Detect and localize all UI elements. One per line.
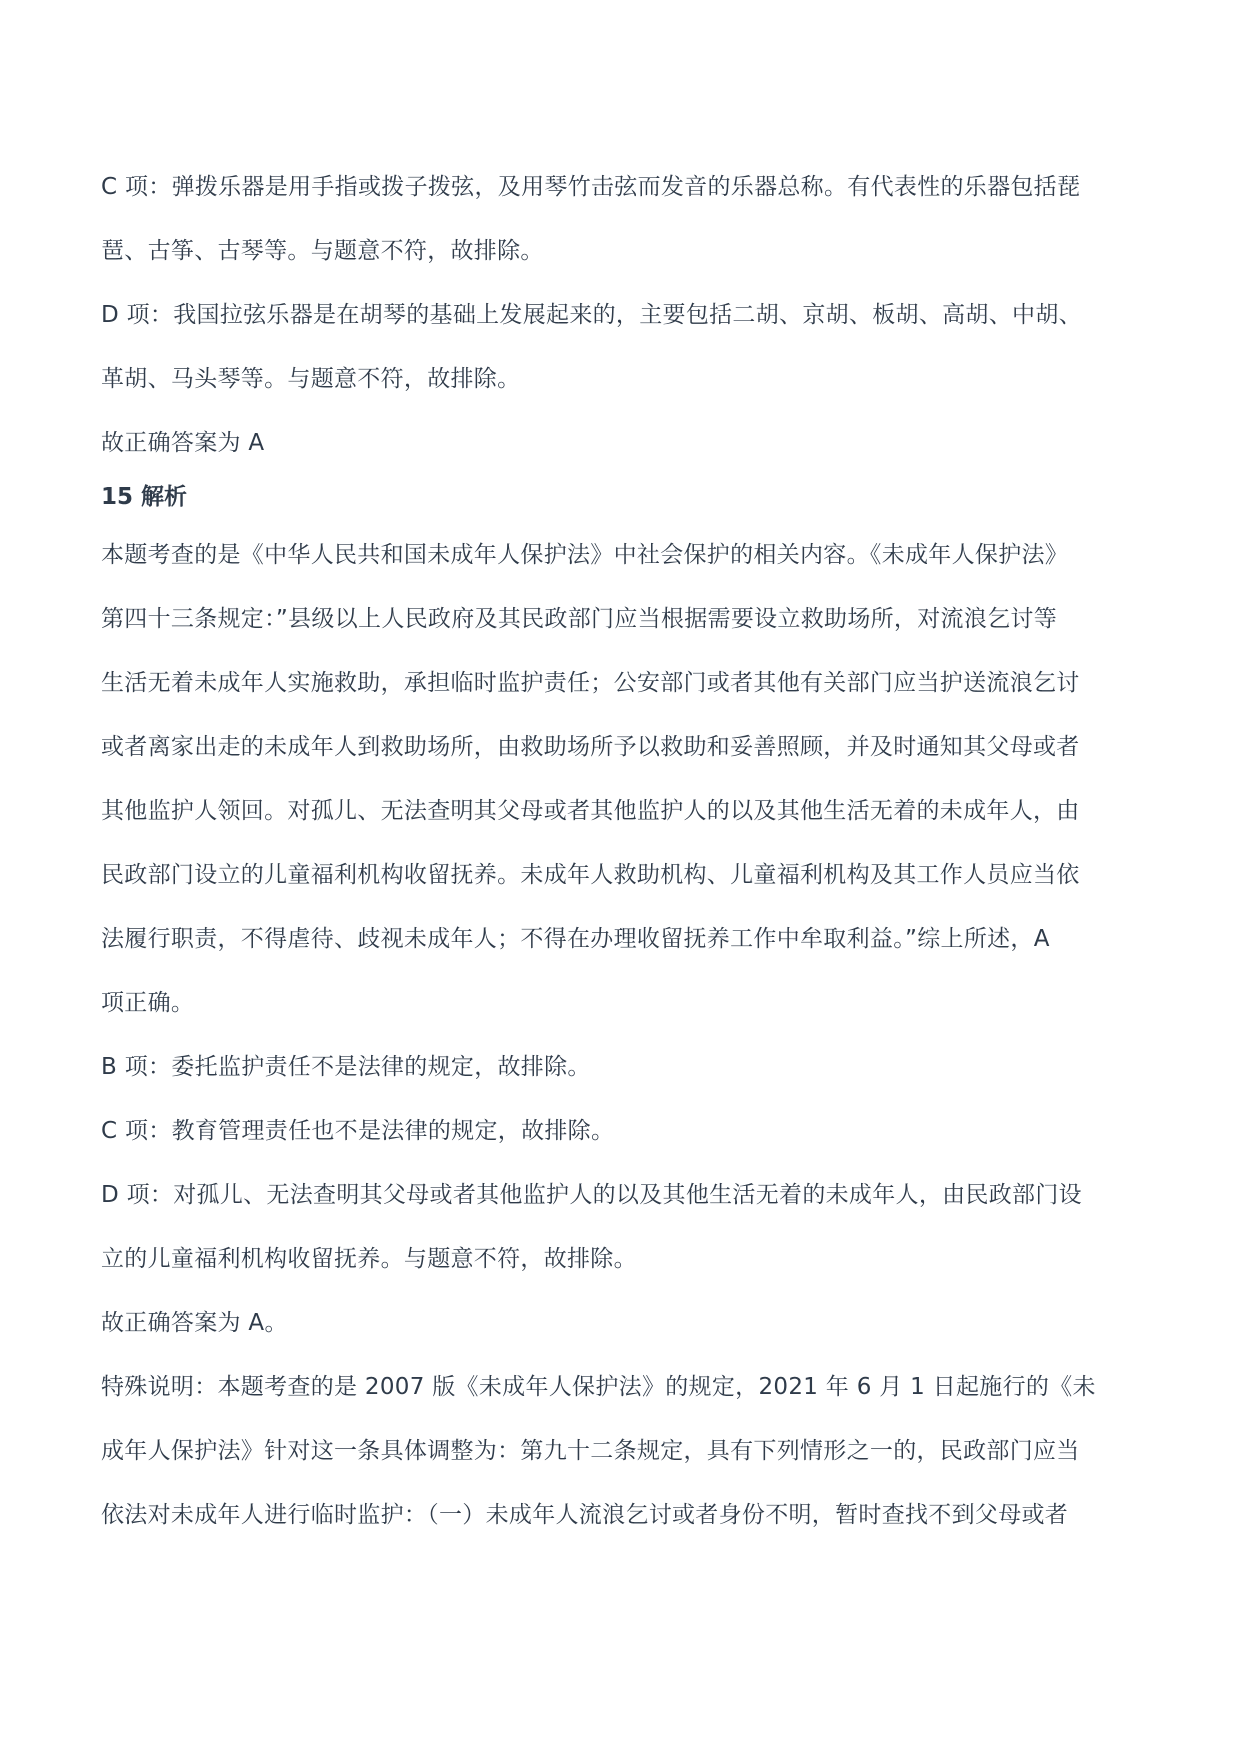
text-line: B 项：委托监护责任不是法律的规定，故排除。	[101, 1054, 591, 1080]
document-page	[101, 155, 1151, 1547]
paragraph-option-d	[101, 1163, 1151, 1291]
section-heading: 15 解析	[101, 484, 188, 510]
text-line: 本题考查的是《中华人民共和国未成年人保护法》中社会保护的相关内容。《未成年人保护法》	[101, 542, 1069, 568]
text-line: 第四十三条规定：”县级以上人民政府及其民政部门应当根据需要设立救助场所，对流浪乞讨等	[101, 606, 1058, 632]
text-line: 项正确。	[101, 990, 195, 1016]
text-line: D 项：我国拉弦乐器是在胡琴的基础上发展起来的，主要包括二胡、京胡、板胡、高胡、中胡、	[101, 302, 1082, 328]
text-line: 特殊说明：本题考查的是 2007 版《未成年人保护法》的规定，2021 年 6 月 1 日起施行的《未	[101, 1374, 1096, 1400]
paragraph-analysis-15	[101, 523, 1151, 1035]
text-line: 故正确答案为 A。	[101, 1310, 288, 1336]
text-line: 生活无着未成年人实施救助，承担临时监护责任；公安部门或者其他有关部门应当护送流浪乞讨	[101, 670, 1080, 696]
text-line: 或者离家出走的未成年人到救助场所，由救助场所予以救助和妥善照顾，并及时通知其父母或者	[101, 734, 1080, 760]
text-line: 法履行职责，不得虐待、歧视未成年人；不得在办理收留抚养工作中牟取利益。”综上所述，A	[101, 926, 1050, 952]
text-line: D 项：对孤儿、无法查明其父母或者其他监护人的以及其他生活无着的未成年人，由民政部门设	[101, 1182, 1082, 1208]
text-line: 其他监护人领回。对孤儿、无法查明其父母或者其他监护人的以及其他生活无着的未成年人，由	[101, 798, 1080, 824]
text-line: C 项：教育管理责任也不是法律的规定，故排除。	[101, 1118, 615, 1144]
text-line: 依法对未成年人进行临时监护：（一）未成年人流浪乞讨或者身份不明，暂时查找不到父母或者	[101, 1502, 1069, 1528]
paragraph-option-c-music	[101, 155, 1151, 283]
paragraph-option-d-music	[101, 283, 1151, 411]
paragraph-special-note	[101, 1355, 1151, 1547]
text-line: C 项：弹拨乐器是用手指或拨子拨弦，及用琴竹击弦而发音的乐器总称。有代表性的乐器包括琵	[101, 174, 1081, 200]
text-line: 革胡、马头琴等。与题意不符，故排除。	[101, 366, 521, 392]
text-line: 琶、古筝、古琴等。与题意不符，故排除。	[101, 238, 544, 264]
text-line: 立的儿童福利机构收留抚养。与题意不符，故排除。	[101, 1246, 637, 1272]
paragraph-answer-15	[101, 1291, 1151, 1355]
paragraph-option-c	[101, 1099, 1151, 1163]
text-line: 民政部门设立的儿童福利机构收留抚养。未成年人救助机构、儿童福利机构及其工作人员应当依	[101, 862, 1080, 888]
paragraph-option-b	[101, 1035, 1151, 1099]
paragraph-answer-14	[101, 411, 1151, 475]
text-line: 故正确答案为 A	[101, 430, 265, 456]
text-line: 成年人保护法》针对这一条具体调整为：第九十二条规定，具有下列情形之一的，民政部门应当	[101, 1438, 1080, 1464]
